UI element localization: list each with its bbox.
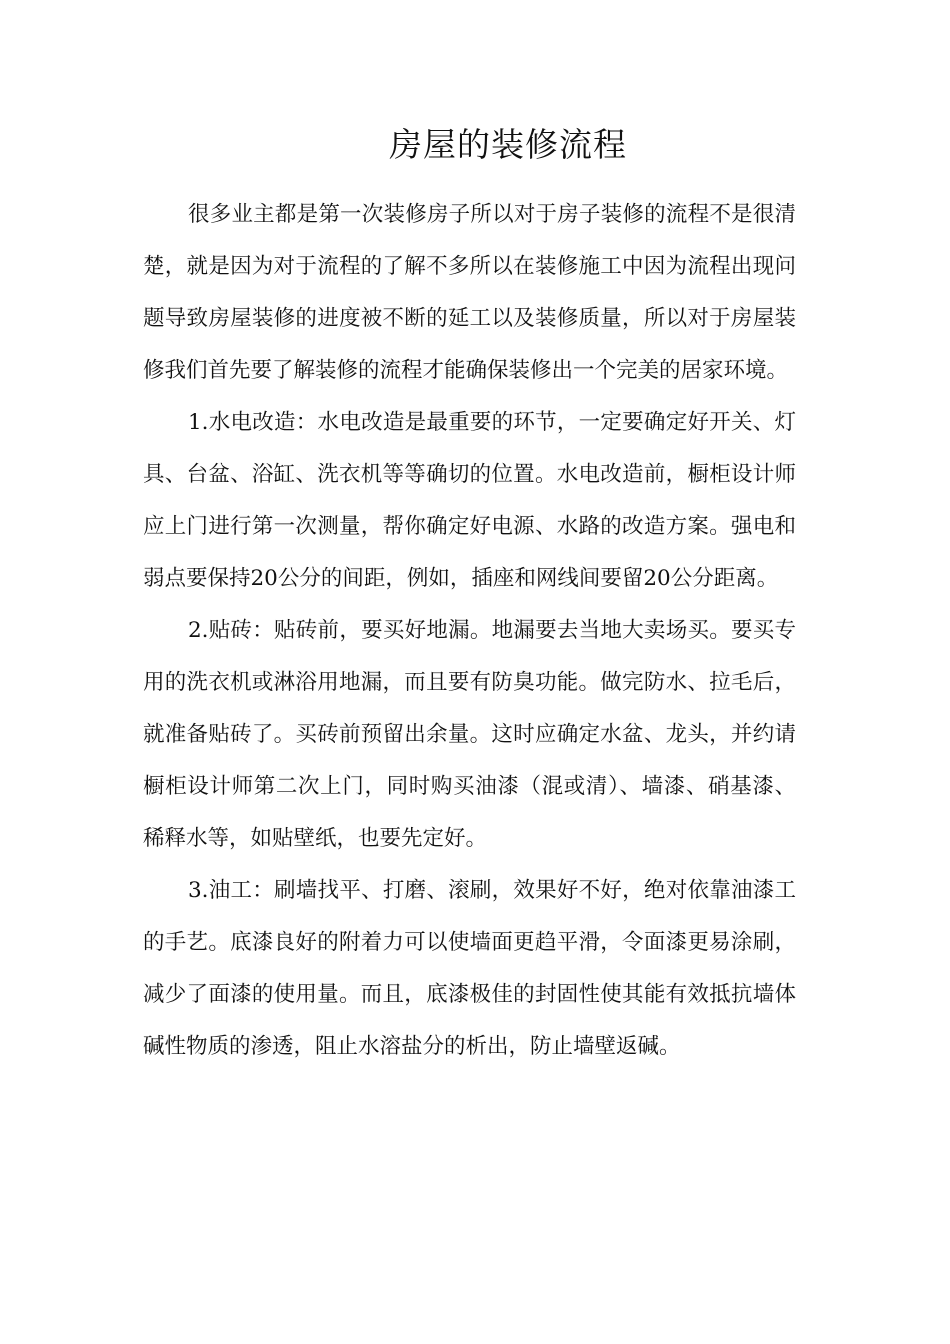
document-body [143, 189, 796, 1073]
paragraph-plumbing-electrical: 1.水电改造：水电改造是最重要的环节，一定要确定好开关、灯具、台盆、浴缸、洗衣机等等确切的位置。水电改造前，橱柜设计师应上门进行第一次测量，帮你确定好电源、水路的改造方案。强电和弱点要保持20公分的间距，例如，插座和网线间要留20公分距离。 [143, 410, 796, 591]
paragraph-painting: 3.油工：刷墙找平、打磨、滚刷，效果好不好，绝对依靠油漆工的手艺。底漆良好的附着力可以使墙面更趋平滑，令面漆更易涂刷，减少了面漆的使用量。而且，底漆极佳的封固性使其能有效抵抗墙体碱性物质的渗透，阻止水溶盐分的析出，防止墙壁返碱。 [143, 878, 796, 1059]
document-title: 房屋的装修流程 [389, 125, 627, 164]
paragraph-tiling: 2.贴砖：贴砖前，要买好地漏。地漏要去当地大卖场买。要买专用的洗衣机或淋浴用地漏，而且要有防臭功能。做完防水、拉毛后，就准备贴砖了。买砖前预留出余量。这时应确定水盆、龙头，并约请橱柜设计师第二次上门，同时购买油漆（混或清）、墙漆、硝基漆、稀释水等，如贴壁纸，也要先定好。 [143, 618, 796, 851]
paragraph-intro: 很多业主都是第一次装修房子所以对于房子装修的流程不是很清楚，就是因为对于流程的了解不多所以在装修施工中因为流程出现问题导致房屋装修的进度被不断的延工以及装修质量，所以对于房屋装修我们首先要了解装修的流程才能确保装修出一个完美的居家环境。 [143, 202, 796, 383]
